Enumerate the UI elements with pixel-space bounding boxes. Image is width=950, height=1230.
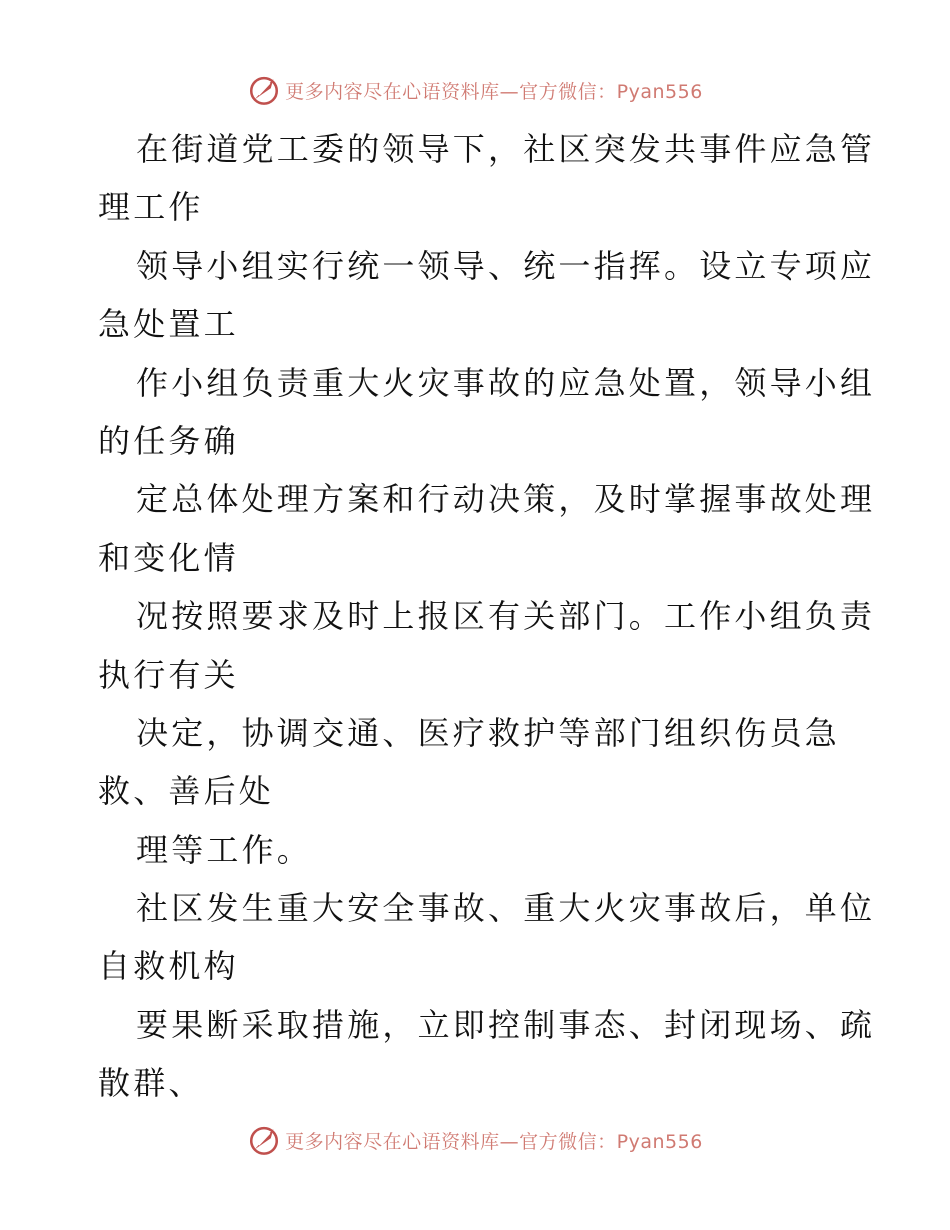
text-line: 决定，协调交通、医疗救护等部门组织伤员急	[136, 713, 841, 752]
text-line: 社区发生重大安全事故、重大火灾事故后，单位	[136, 889, 876, 928]
text-line: 急处置工	[98, 305, 239, 344]
text-line: 和变化情	[98, 538, 239, 577]
text-line: 散群、	[98, 1064, 204, 1103]
document-body	[98, 120, 876, 1113]
header-banner	[0, 70, 950, 110]
text-line: 在街道党工委的领导下，社区突发共事件应急管	[136, 130, 876, 168]
quill-logo-icon	[247, 1123, 281, 1157]
text-line: 理等工作。	[136, 830, 313, 869]
text-line: 的任务确	[98, 421, 239, 460]
text-line: 作小组负责重大火灾事故的应急处置，领导小组	[136, 363, 876, 402]
text-line: 救、善后处	[98, 772, 275, 811]
text-line: 理工作	[98, 188, 204, 227]
footer-banner-text: 更多内容尽在心语资料库—官方微信：Pyan556	[285, 1130, 703, 1153]
text-line: 定总体处理方案和行动决策，及时掌握事故处理	[136, 480, 876, 519]
text-line: 况按照要求及时上报区有关部门。工作小组负责	[136, 597, 876, 636]
footer-banner	[0, 1120, 950, 1160]
header-banner-text: 更多内容尽在心语资料库—官方微信：Pyan556	[285, 80, 703, 103]
text-line: 领导小组实行统一领导、统一指挥。设立专项应	[136, 246, 876, 285]
text-line: 执行有关	[98, 655, 239, 694]
text-line: 自救机构	[98, 947, 239, 986]
text-line: 要果断采取措施，立即控制事态、封闭现场、疏	[136, 1005, 876, 1044]
quill-logo-icon	[247, 73, 281, 107]
